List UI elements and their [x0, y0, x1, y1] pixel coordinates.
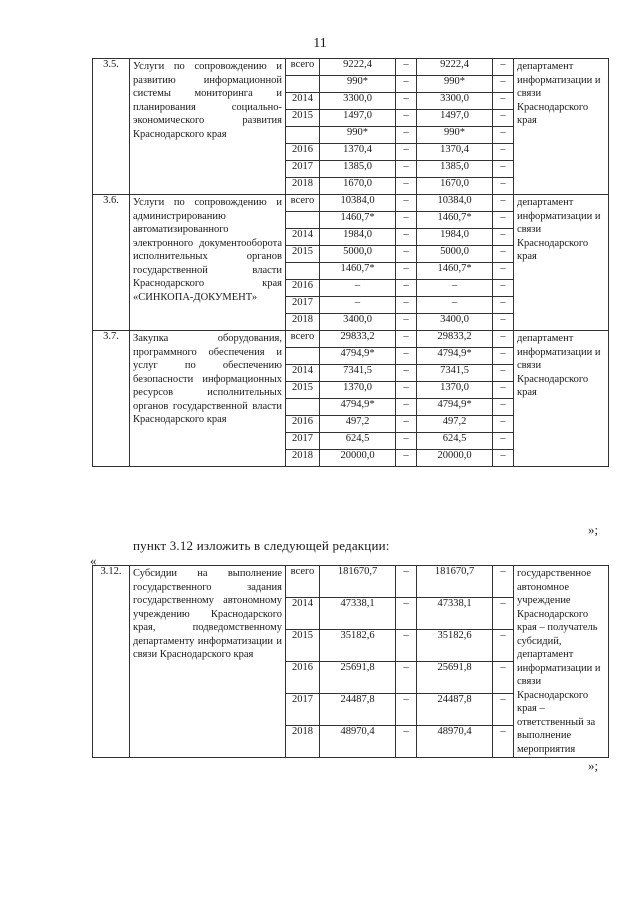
federal-cell: – [396, 110, 417, 127]
year-cell: всего [286, 195, 320, 212]
regional-cell: 1670,0 [417, 178, 493, 195]
total-cell: 29833,2 [320, 331, 396, 348]
federal-cell: – [396, 662, 417, 694]
regional-cell: 497,2 [417, 416, 493, 433]
other-cell: – [493, 59, 514, 76]
regional-cell: 48970,4 [417, 726, 493, 758]
regional-cell: 1460,7* [417, 212, 493, 229]
federal-cell: – [396, 144, 417, 161]
executor-cell: департамент информатизации и связи Краснодарского края [514, 195, 609, 331]
regional-cell: 25691,8 [417, 662, 493, 694]
federal-cell: – [396, 694, 417, 726]
year-cell: 2014 [286, 93, 320, 110]
total-cell: 4794,9* [320, 399, 396, 416]
regional-cell: 1984,0 [417, 229, 493, 246]
federal-cell: – [396, 263, 417, 280]
other-cell: – [493, 598, 514, 630]
other-cell: – [493, 314, 514, 331]
year-cell: 2015 [286, 630, 320, 662]
other-cell: – [493, 297, 514, 314]
closing-quote: »; [588, 522, 599, 537]
item-number: 3.12. [93, 566, 130, 758]
federal-cell: – [396, 365, 417, 382]
year-cell: всего [286, 566, 320, 598]
total-cell: – [320, 280, 396, 297]
other-cell: – [493, 694, 514, 726]
total-cell: 1497,0 [320, 110, 396, 127]
federal-cell: – [396, 76, 417, 93]
total-cell: 48970,4 [320, 726, 396, 758]
federal-cell: – [396, 598, 417, 630]
federal-cell: – [396, 161, 417, 178]
other-cell: – [493, 331, 514, 348]
other-cell: – [493, 127, 514, 144]
federal-cell: – [396, 212, 417, 229]
other-cell: – [493, 178, 514, 195]
federal-cell: – [396, 382, 417, 399]
total-cell: 25691,8 [320, 662, 396, 694]
opening-quote: « [90, 553, 97, 568]
federal-cell: – [396, 450, 417, 467]
total-cell: 35182,6 [320, 630, 396, 662]
federal-cell: – [396, 195, 417, 212]
total-cell: 1385,0 [320, 161, 396, 178]
other-cell: – [493, 382, 514, 399]
item-description: Субсидии на выполнение государственного задания государственному автономному учреждению Краснодарского края, подведомственному департаменту информатизации и связи Краснодарского края [130, 566, 286, 758]
total-cell: 1370,0 [320, 382, 396, 399]
year-cell: всего [286, 331, 320, 348]
other-cell: – [493, 212, 514, 229]
total-cell: 181670,7 [320, 566, 396, 598]
other-cell: – [493, 195, 514, 212]
year-cell: 2014 [286, 229, 320, 246]
federal-cell: – [396, 59, 417, 76]
regional-cell: 35182,6 [417, 630, 493, 662]
year-cell: 2015 [286, 382, 320, 399]
federal-cell: – [396, 127, 417, 144]
total-cell: 5000,0 [320, 246, 396, 263]
item-description: Услуги по сопровождению и развитию информационной системы мониторинга и планирования социально-экономического развития Краснодарского края [130, 59, 286, 195]
regional-cell: 10384,0 [417, 195, 493, 212]
federal-cell: – [396, 297, 417, 314]
year-cell [286, 127, 320, 144]
table-row [93, 59, 609, 76]
year-cell [286, 76, 320, 93]
program-table-3-12 [92, 565, 609, 758]
total-cell: 990* [320, 76, 396, 93]
year-cell: 2017 [286, 297, 320, 314]
closing-quote-2: »; [588, 758, 599, 773]
total-cell: 9222,4 [320, 59, 396, 76]
regional-cell: – [417, 297, 493, 314]
regional-cell: 181670,7 [417, 566, 493, 598]
federal-cell: – [396, 314, 417, 331]
other-cell: – [493, 365, 514, 382]
year-cell: 2014 [286, 598, 320, 630]
total-cell: 1460,7* [320, 263, 396, 280]
other-cell: – [493, 229, 514, 246]
table-row [93, 331, 609, 348]
regional-cell: 1497,0 [417, 110, 493, 127]
regional-cell: 47338,1 [417, 598, 493, 630]
total-cell: 990* [320, 127, 396, 144]
year-cell: 2016 [286, 662, 320, 694]
regional-cell: 3400,0 [417, 314, 493, 331]
year-cell: 2018 [286, 178, 320, 195]
total-cell: 3300,0 [320, 93, 396, 110]
federal-cell: – [396, 416, 417, 433]
year-cell [286, 212, 320, 229]
total-cell: 4794,9* [320, 348, 396, 365]
other-cell: – [493, 76, 514, 93]
year-cell [286, 263, 320, 280]
regional-cell: 7341,5 [417, 365, 493, 382]
federal-cell: – [396, 331, 417, 348]
federal-cell: – [396, 726, 417, 758]
other-cell: – [493, 348, 514, 365]
total-cell: 47338,1 [320, 598, 396, 630]
federal-cell: – [396, 229, 417, 246]
other-cell: – [493, 263, 514, 280]
other-cell: – [493, 110, 514, 127]
other-cell: – [493, 246, 514, 263]
other-cell: – [493, 93, 514, 110]
item-number: 3.5. [93, 59, 130, 195]
total-cell: 24487,8 [320, 694, 396, 726]
total-cell: 497,2 [320, 416, 396, 433]
executor-cell: департамент информатизации и связи Краснодарского края [514, 59, 609, 195]
other-cell: – [493, 416, 514, 433]
regional-cell: 5000,0 [417, 246, 493, 263]
total-cell: 1984,0 [320, 229, 396, 246]
year-cell: 2018 [286, 314, 320, 331]
regional-cell: 4794,9* [417, 348, 493, 365]
total-cell: 20000,0 [320, 450, 396, 467]
total-cell: 1460,7* [320, 212, 396, 229]
other-cell: – [493, 726, 514, 758]
year-cell: 2015 [286, 110, 320, 127]
table-row [93, 195, 609, 212]
executor-cell: государственное автономное учреждение Краснодарского края – получатель субсидий, департамент информатизации и связи Краснодарского края – ответственный за выполнение мероприятия [514, 566, 609, 758]
program-table [92, 58, 609, 467]
year-cell: 2016 [286, 416, 320, 433]
federal-cell: – [396, 566, 417, 598]
total-cell: 7341,5 [320, 365, 396, 382]
year-cell: 2016 [286, 144, 320, 161]
regional-cell: 24487,8 [417, 694, 493, 726]
year-cell: 2016 [286, 280, 320, 297]
item-description: Закупка оборудования, программного обеспечения и услуг по обеспечению безопасности информационных ресурсов исполнительных органов государственной власти Краснодарского края [130, 331, 286, 467]
regional-cell: 990* [417, 76, 493, 93]
regional-cell: 1460,7* [417, 263, 493, 280]
regional-cell: – [417, 280, 493, 297]
regional-cell: 3300,0 [417, 93, 493, 110]
regional-cell: 624,5 [417, 433, 493, 450]
other-cell: – [493, 450, 514, 467]
regional-cell: 990* [417, 127, 493, 144]
item-number: 3.7. [93, 331, 130, 467]
other-cell: – [493, 566, 514, 598]
federal-cell: – [396, 630, 417, 662]
instruction-text: пункт 3.12 изложить в следующей редакции: [133, 538, 390, 553]
year-cell: 2014 [286, 365, 320, 382]
total-cell: 10384,0 [320, 195, 396, 212]
total-cell: 1670,0 [320, 178, 396, 195]
federal-cell: – [396, 399, 417, 416]
regional-cell: 1385,0 [417, 161, 493, 178]
other-cell: – [493, 144, 514, 161]
regional-cell: 29833,2 [417, 331, 493, 348]
federal-cell: – [396, 246, 417, 263]
other-cell: – [493, 161, 514, 178]
year-cell: 2017 [286, 161, 320, 178]
year-cell: 2017 [286, 433, 320, 450]
regional-cell: 4794,9* [417, 399, 493, 416]
other-cell: – [493, 433, 514, 450]
other-cell: – [493, 662, 514, 694]
executor-cell: департамент информатизации и связи Краснодарского края [514, 331, 609, 467]
other-cell: – [493, 280, 514, 297]
total-cell: 3400,0 [320, 314, 396, 331]
year-cell [286, 399, 320, 416]
regional-cell: 1370,4 [417, 144, 493, 161]
year-cell [286, 348, 320, 365]
other-cell: – [493, 399, 514, 416]
regional-cell: 1370,0 [417, 382, 493, 399]
regional-cell: 20000,0 [417, 450, 493, 467]
year-cell: 2017 [286, 694, 320, 726]
total-cell: 624,5 [320, 433, 396, 450]
federal-cell: – [396, 433, 417, 450]
year-cell: 2018 [286, 450, 320, 467]
federal-cell: – [396, 348, 417, 365]
federal-cell: – [396, 93, 417, 110]
regional-cell: 9222,4 [417, 59, 493, 76]
federal-cell: – [396, 178, 417, 195]
year-cell: 2015 [286, 246, 320, 263]
item-description: Услуги по сопровождению и администрированию автоматизированного электронного документооборота исполнительных органов государственной власти Краснодарского края «СИНКОПА-ДОКУМЕНТ» [130, 195, 286, 331]
other-cell: – [493, 630, 514, 662]
year-cell: 2018 [286, 726, 320, 758]
page-number: 11 [313, 36, 327, 51]
federal-cell: – [396, 280, 417, 297]
item-number: 3.6. [93, 195, 130, 331]
total-cell: – [320, 297, 396, 314]
year-cell: всего [286, 59, 320, 76]
total-cell: 1370,4 [320, 144, 396, 161]
table-row [93, 566, 609, 598]
